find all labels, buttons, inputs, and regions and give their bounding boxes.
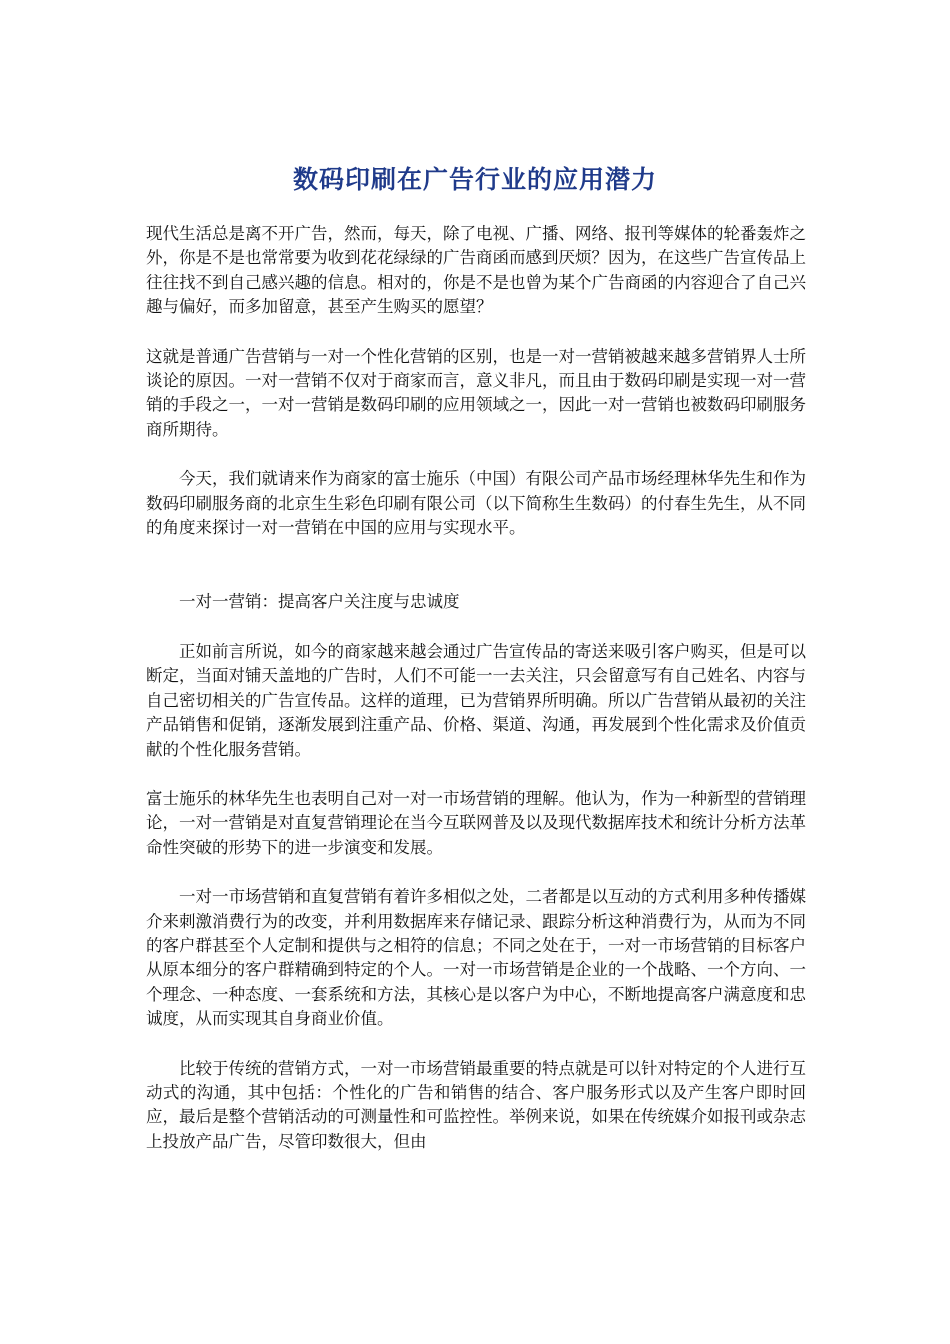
paragraph-comparison: 一对一市场营销和直复营销有着许多相似之处，二者都是以互动的方式利用多种传播媒介来刺激消费行为的改变，并利用数据库来存储记录、跟踪分析这种消费行为，从而为不同的客户群甚至个人定制和提供与之相符的信息；不同之处在于，一对一市场营销的目标客户从原本细分的客户群精确到特定的个人。一对一市场营销是企业的一个战略、一个方向、一个理念、一种态度、一套系统和方法，其核心是以客户为中心，不断地提高客户满意度和忠诚度，从而实现其自身商业价值。: [146, 887, 806, 1029]
article-body: [146, 222, 806, 1179]
paragraph-difference: 这就是普通广告营销与一对一个性化营销的区别，也是一对一营销被越来越多营销界人士所谈论的原因。一对一营销不仅对于商家而言，意义非凡，而且由于数码印刷是实现一对一营销的手段之一，一对一营销是数码印刷的应用领域之一，因此一对一营销也被数码印刷服务商所期待。: [146, 346, 806, 439]
paragraph-features: 比较于传统的营销方式，一对一市场营销最重要的特点就是可以针对特定的个人进行互动式的沟通，其中包括：个性化的广告和销售的结合、客户服务形式以及产生客户即时回应，最后是整个营销活动的可测量性和可监控性。举例来说，如果在传统媒介如报刊或杂志上投放产品广告，尽管印数很大，但由: [146, 1058, 806, 1151]
paragraph-preface: 正如前言所说，如今的商家越来越会通过广告宣传品的寄送来吸引客户购买，但是可以断定，当面对铺天盖地的广告时，人们不可能一一去关注，只会留意写有自己姓名、内容与自己密切相关的广告宣传品。这样的道理，已为营销界所明确。所以广告营销从最初的关注产品销售和促销，逐渐发展到注重产品、价格、渠道、沟通，再发展到个性化需求及价值贡献的个性化服务营销。: [146, 641, 806, 759]
page-title: 数码印刷在广告行业的应用潜力: [292, 165, 657, 194]
paragraph-intro: 现代生活总是离不开广告，然而，每天，除了电视、广播、网络、报刊等媒体的轮番轰炸之外，你是不是也常常要为收到花花绿绿的广告商函而感到厌烦？因为，在这些广告宣传品上往往找不到自己感兴趣的信息。相对的，你是不是也曾为某个广告商函的内容迎合了自己兴趣与偏好，而多加留意，甚至产生购买的愿望？: [146, 224, 806, 317]
paragraph-lin-hua: 富士施乐的林华先生也表明自己对一对一市场营销的理解。他认为，作为一种新型的营销理论，一对一营销是对直复营销理论在当今互联网普及以及现代数据库技术和统计分析方法革命性突破的形势下的进一步演变和发展。: [146, 788, 806, 857]
section-heading: 一对一营销：提高客户关注度与忠诚度: [179, 592, 460, 612]
paragraph-guests: 今天，我们就请来作为商家的富士施乐（中国）有限公司产品市场经理林华先生和作为数码印刷服务商的北京生生彩色印刷有限公司（以下简称生生数码）的付春生先生，从不同的角度来探讨一对一营销在中国的应用与实现水平。: [146, 469, 806, 538]
